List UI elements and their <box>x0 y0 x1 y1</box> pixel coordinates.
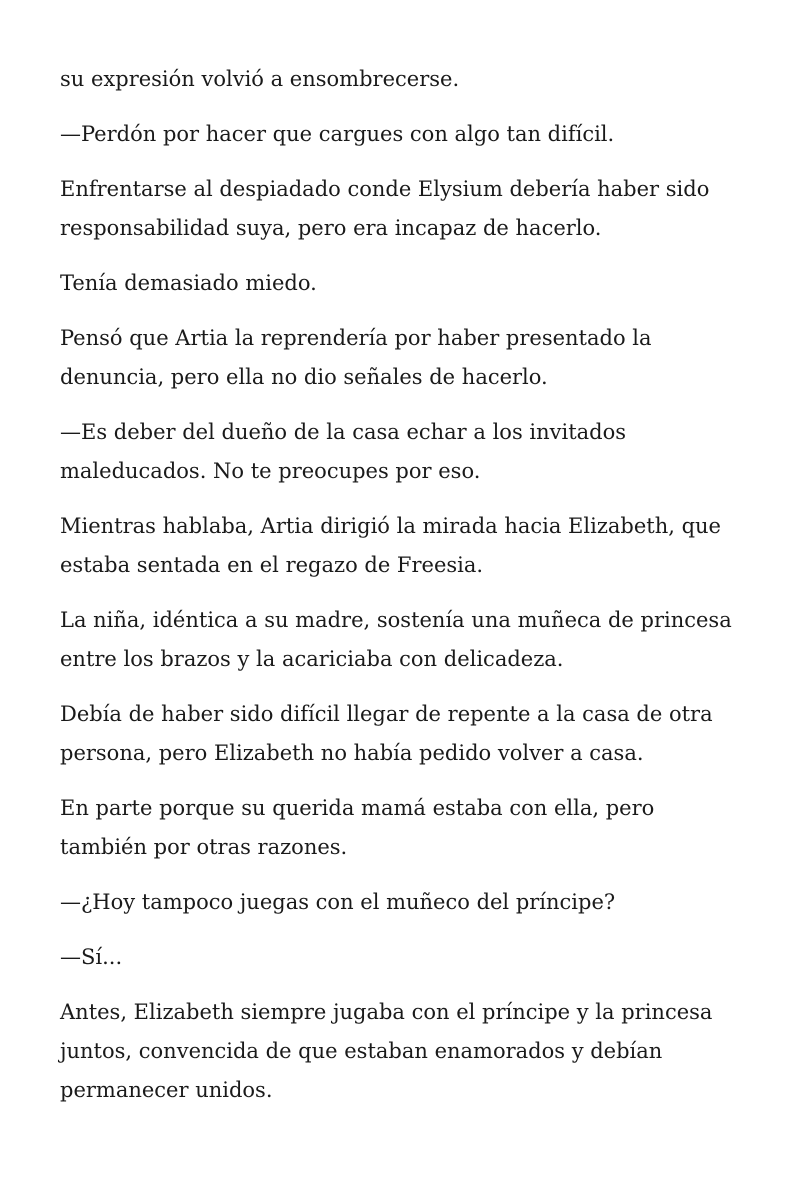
paragraph: Enfrentarse al despiadado conde Elysium debería haber sido responsabilidad suya, pero era incapaz de hacerlo. <box>60 177 710 240</box>
paragraph: En parte porque su querida mamá estaba con ella, pero también por otras razones. <box>60 796 655 859</box>
paragraph: —Sí... <box>60 945 123 969</box>
paragraph: —Perdón por hacer que cargues con algo tan difícil. <box>60 122 615 146</box>
paragraph: —Es deber del dueño de la casa echar a los invitados maleducados. No te preocupes por eso. <box>60 420 627 483</box>
paragraph: Mientras hablaba, Artia dirigió la mirada hacia Elizabeth, que estaba sentada en el regazo de Freesia. <box>60 514 721 577</box>
paragraph: Pensó que Artia la reprendería por haber presentado la denuncia, pero ella no dio señales de hacerlo. <box>60 326 652 389</box>
paragraph: La niña, idéntica a su madre, sostenía una muñeca de princesa entre los brazos y la acariciaba con delicadeza. <box>60 608 732 671</box>
paragraph: su expresión volvió a ensombrecerse. <box>60 67 460 91</box>
paragraph: Antes, Elizabeth siempre jugaba con el príncipe y la princesa juntos, convencida de que estaban enamorados y debían permanecer unidos. <box>60 1000 713 1102</box>
paragraph: Debía de haber sido difícil llegar de repente a la casa de otra persona, pero Elizabeth no había pedido volver a casa. <box>60 702 713 765</box>
reading-page <box>60 60 740 1126</box>
paragraph: Tenía demasiado miedo. <box>60 271 317 295</box>
paragraph: —¿Hoy tampoco juegas con el muñeco del príncipe? <box>60 890 616 914</box>
